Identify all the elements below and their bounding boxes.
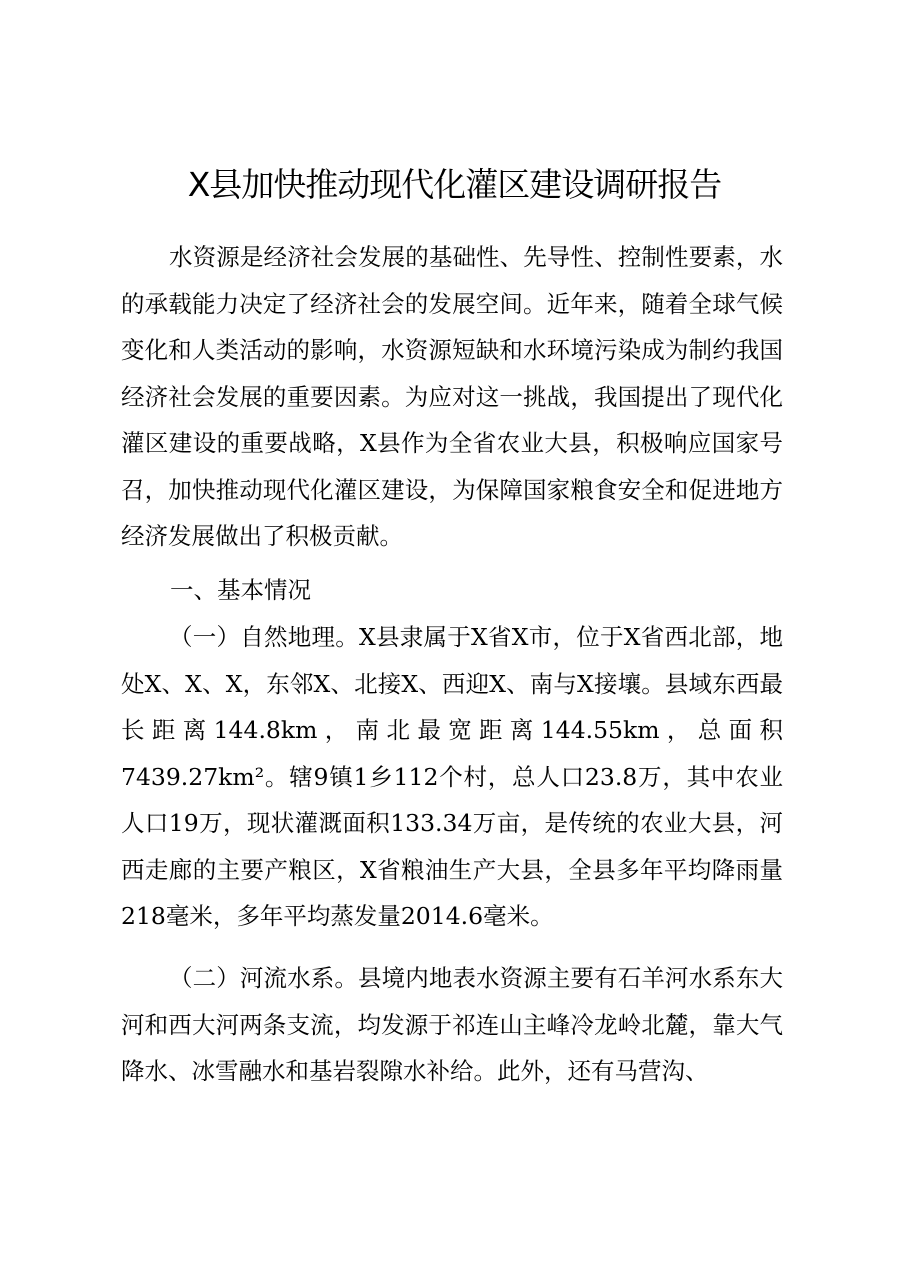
- intro-paragraph: 水资源是经济社会发展的基础性、先导性、控制性要素，水的承载能力决定了经济社会的发展空间。近年来，随着全球气候变化和人类活动的影响，水资源短缺和水环境污染成为制约我国经济社会发展的重要因素。为应对这一挑战，我国提出了现代化灌区建设的重要战略，X县作为全省农业大县，积极响应国家号召，加快推动现代化灌区建设，为保障国家粮食安全和促进地方经济发展做出了积极贡献。: [121, 243, 783, 550]
- document-title: X县加快推动现代化灌区建设调研报告: [187, 165, 722, 204]
- paragraph-natural-geography: （一）自然地理。X县隶属于X省X市，位于X省西北部，地处X、X、X，东邻X、北接X、西迎X、南与X接壤。县域东西最长距离144.8km，南北最宽距离144.55km，总面积7439.27km²。辖9镇1乡112个村，总人口23.8万，其中农业人口19万，现状灌溉面积133.34万亩，是传统的农业大县，河西走廊的主要产粮区，X省粮油生产大县，全县多年平均降雨量218毫米，多年平均蒸发量2014.6毫米。: [121, 623, 783, 930]
- section-heading-basic-situation: 一、基本情况: [170, 576, 311, 604]
- paragraph-river-system: （二）河流水系。县境内地表水资源主要有石羊河水系东大河和西大河两条支流，均发源于祁连山主峰冷龙岭北麓，靠大气降水、冰雪融水和基岩裂隙水补给。此外，还有马营沟、: [121, 964, 783, 1085]
